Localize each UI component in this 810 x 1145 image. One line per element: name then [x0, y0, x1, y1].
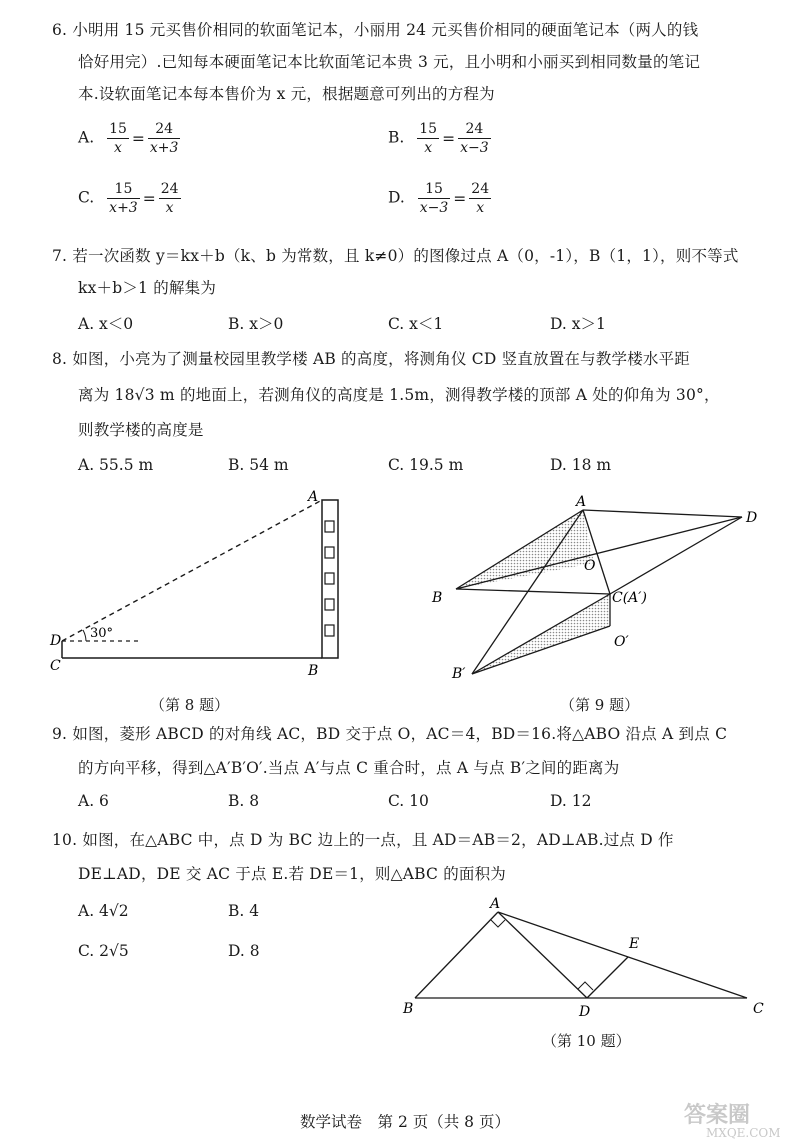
q6-option-d: D. $\frac{15}{x-3}$ = $\frac{24}{x}$	[388, 181, 490, 216]
q9-line-1: 9. 如图，菱形 ABCD 的对角线 AC，BD 交于点 O，AC＝4，BD＝16.将△ABO 沿点 A 到点 C	[52, 725, 728, 743]
q6-line-1: 6. 小明用 15 元买售价相同的软面笔记本，小丽用 24 元买售价相同的硬面笔记本（两人的钱	[52, 21, 699, 39]
q10-line-1: 10. 如图，在△ABC 中，点 D 为 BC 边上的一点，且 AD＝AB＝2，AD⊥AB.过点 D 作	[52, 831, 674, 849]
q9-line-2: 的方向平移，得到△A′B′O′.当点 A′与点 C 重合时，点 A 与点 B′之间的距离为	[78, 759, 620, 777]
q9-option-c: C. 10	[388, 792, 429, 810]
shaded-triangle-abo	[456, 510, 594, 589]
triangle-lines	[415, 912, 747, 998]
q10-line-2: DE⊥AD，DE 交 AC 于点 E.若 DE＝1，则△ABC 的面积为	[78, 865, 506, 883]
angle-label: 30°	[90, 626, 114, 641]
q7-option-d: D. x＞1	[550, 315, 606, 333]
watermark-logo	[676, 1098, 796, 1140]
q7-line-2: kx＋b＞1 的解集为	[78, 279, 217, 297]
q8-line-2: 离为 18√3 m 的地面上，若测角仪的高度是 1.5m，测得教学楼的顶部 A 处的仰角为 30°，	[78, 386, 720, 404]
label-b: B	[432, 590, 443, 606]
label-o: O	[584, 558, 596, 574]
label-a: A	[576, 494, 587, 510]
label-d: D	[50, 633, 62, 649]
q10-option-c: C. 2√5	[78, 942, 129, 960]
q7-option-b: B. x＞0	[228, 315, 284, 333]
q10-option-b: B. 4	[228, 902, 260, 920]
watermark-text: 答案圈	[684, 1102, 751, 1128]
q8-line-1: 8. 如图，小亮为了测量校园里教学楼 AB 的高度，将测角仪 CD 竖直放置在与教学楼水平距	[52, 350, 690, 368]
label-d: D	[579, 1004, 591, 1020]
q7-option-c: C. x＜1	[388, 315, 444, 333]
label-c: C	[50, 658, 61, 674]
label-e: E	[629, 936, 640, 952]
label-b-prime: B′	[452, 666, 466, 682]
q8-option-c: C. 19.5 m	[388, 456, 464, 474]
q6-option-c: C. $\frac{15}{x+3}$ = $\frac{24}{x}$	[78, 181, 179, 216]
label-a: A	[490, 896, 501, 912]
page-footer: 数学试卷 第 2 页（共 8 页）	[300, 1113, 510, 1131]
figure-9-caption: （第 9 题）	[560, 696, 640, 714]
sight-line	[62, 500, 322, 641]
q8-option-a: A. 55.5 m	[78, 456, 154, 474]
label-d: D	[746, 510, 758, 526]
q8-line-3: 则教学楼的高度是	[78, 421, 204, 439]
q8-option-b: B. 54 m	[228, 456, 289, 474]
watermark-url: MXQE.COM	[706, 1126, 781, 1140]
label-o-prime: O′	[614, 634, 629, 650]
q10-option-a: A. 4√2	[78, 902, 129, 920]
q6-option-a: A. $\frac{15}{x}$ = $\frac{24}{x+3}$	[78, 121, 179, 156]
label-c-a-prime: C(A′)	[612, 590, 647, 606]
figure-10-caption: （第 10 题）	[542, 1032, 631, 1050]
watermark-icon	[676, 1098, 796, 1140]
q9-option-a: A. 6	[78, 792, 109, 810]
label-b: B	[308, 663, 319, 679]
q10-option-d: D. 8	[228, 942, 260, 960]
q7-option-a: A. x＜0	[78, 315, 134, 333]
label-b: B	[403, 1001, 414, 1017]
q9-option-d: D. 12	[550, 792, 592, 810]
angle-arc	[83, 630, 86, 641]
q6-line-3: 本.设软面笔记本每本售价为 x 元，根据题意可列出的方程为	[78, 85, 495, 103]
q7-line-1: 7. 若一次函数 y＝kx＋b（k、b 为常数，且 k≠0）的图像过点 A（0，-1），B（1，1），则不等式	[52, 247, 739, 265]
label-a: A	[308, 489, 319, 505]
figure-9	[420, 490, 780, 690]
rhombus-lines	[456, 510, 742, 674]
q8-option-d: D. 18 m	[550, 456, 612, 474]
figure-8-caption: （第 8 题）	[150, 696, 230, 714]
q6-line-2: 恰好用完）.已知每本硬面笔记本比软面笔记本贵 3 元，且小明和小丽买到相同数量的笔记	[78, 53, 701, 71]
label-c: C	[753, 1001, 764, 1017]
q9-option-b: B. 8	[228, 792, 260, 810]
q6-option-b: B. $\frac{15}{x}$ = $\frac{24}{x-3}$	[388, 121, 489, 156]
figure-8	[40, 485, 370, 685]
figure-10	[395, 890, 775, 1030]
